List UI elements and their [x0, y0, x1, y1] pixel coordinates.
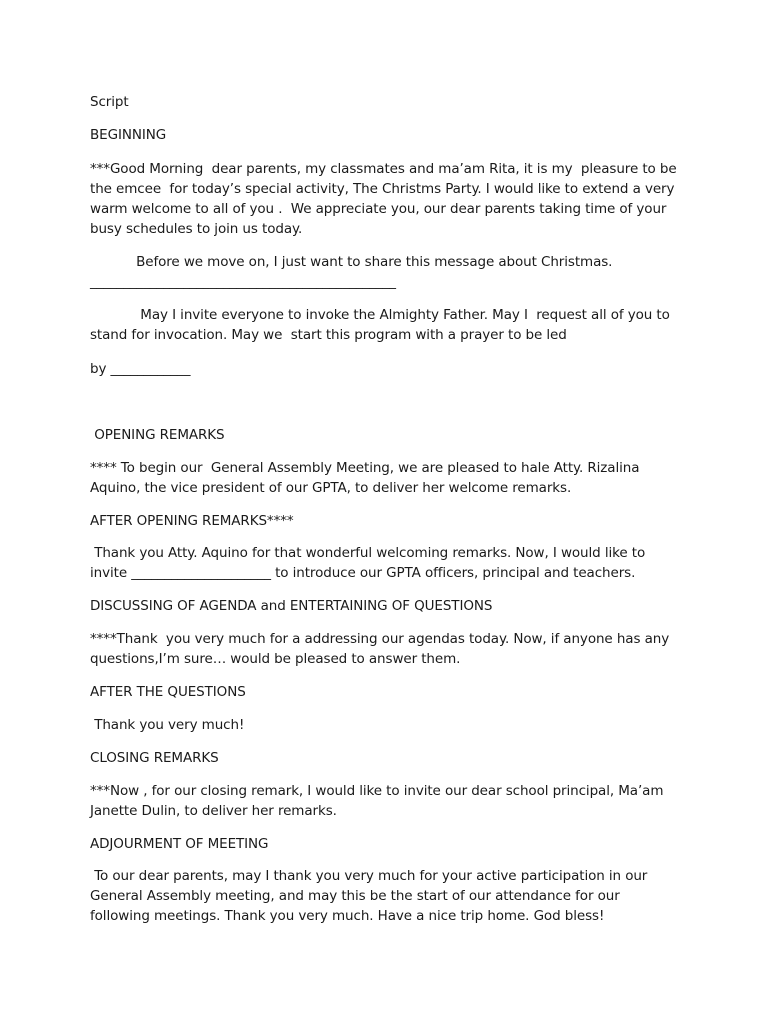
after-opening-heading: AFTER OPENING REMARKS**** [90, 513, 294, 529]
beginning-paragraph-line: the emcee for today’s special activity, The Christms Party. I would like to extend a very [90, 181, 675, 197]
after-opening-line: Thank you Atty. Aquino for that wonderful welcoming remarks. Now, I would like to [90, 545, 646, 561]
script-title: Script [90, 94, 129, 110]
led-by-line: by ____________ [90, 361, 191, 377]
opening-remarks-heading: OPENING REMARKS [90, 427, 225, 443]
invocation-line: stand for invocation. May we start this program with a prayer to be led [90, 327, 567, 343]
after-questions-heading: AFTER THE QUESTIONS [90, 684, 246, 700]
adjournment-line: General Assembly meeting, and may this be the start of our attendance for our [90, 888, 620, 904]
opening-remarks-line: **** To begin our General Assembly Meeting, we are pleased to hale Atty. Rizalina [90, 460, 640, 476]
invocation-line: May I invite everyone to invoke the Almighty Father. May I request all of you to [90, 307, 670, 323]
after-opening-line: invite _____________________ to introduce our GPTA officers, principal and teachers. [90, 565, 636, 581]
adjournment-heading: ADJOURMENT OF MEETING [90, 836, 269, 852]
closing-remarks-line: Janette Dulin, to deliver her remarks. [90, 803, 337, 819]
beginning-paragraph-line: ***Good Morning dear parents, my classmates and ma’am Rita, it is my pleasure to be [90, 161, 677, 177]
christmas-message-line: Before we move on, I just want to share this message about Christmas. [90, 254, 613, 270]
adjournment-line: following meetings. Thank you very much. Have a nice trip home. God bless! [90, 908, 605, 924]
agenda-line: questions,I’m sure… would be pleased to answer them. [90, 651, 461, 667]
closing-remarks-heading: CLOSING REMARKS [90, 750, 219, 766]
closing-remarks-line: ***Now , for our closing remark, I would like to invite our dear school principal, Ma’am [90, 783, 664, 799]
beginning-paragraph-line: busy schedules to join us today. [90, 221, 303, 237]
opening-remarks-line: Aquino, the vice president of our GPTA, to deliver her welcome remarks. [90, 480, 572, 496]
message-blank-line: ______________________________________________ [90, 274, 396, 290]
beginning-paragraph-line: warm welcome to all of you . We appreciate you, our dear parents taking time of your [90, 201, 667, 217]
agenda-heading: DISCUSSING OF AGENDA and ENTERTAINING OF QUESTIONS [90, 598, 493, 614]
after-questions-line: Thank you very much! [90, 717, 245, 733]
beginning-heading: BEGINNING [90, 127, 167, 143]
adjournment-line: To our dear parents, may I thank you very much for your active participation in our [90, 868, 648, 884]
agenda-line: ****Thank you very much for a addressing our agendas today. Now, if anyone has any [90, 631, 670, 647]
